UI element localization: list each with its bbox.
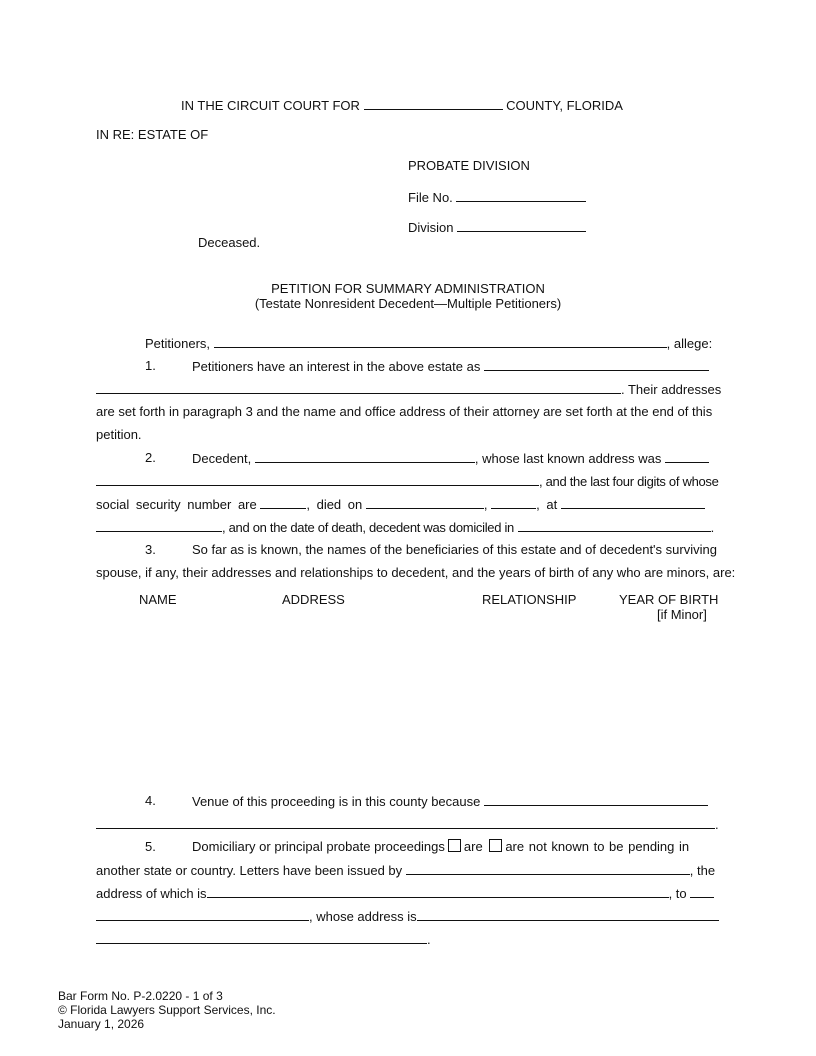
p1-line3: petition.: [96, 427, 142, 442]
header-year-of-birth: YEAR OF BIRTH: [619, 592, 719, 607]
p5-whose: , whose address is: [309, 909, 417, 924]
p1-number: 1.: [145, 358, 156, 373]
p4-text: Venue of this proceeding is in this county because: [192, 794, 481, 809]
p5-the: , the: [689, 863, 716, 878]
whose-address-blank-2: [96, 931, 427, 944]
footer-date: January 1, 2026: [58, 1017, 145, 1031]
allege-text: , allege:: [666, 336, 713, 351]
p5-number: 5.: [145, 839, 156, 854]
are-not-checkbox[interactable]: [489, 839, 502, 852]
division-line: [408, 219, 586, 236]
in-re-label: IN RE: ESTATE OF: [96, 127, 209, 142]
footer-copyright: © Florida Lawyers Support Services, Inc.: [58, 1003, 276, 1017]
p5-line2-text: another state or country. Letters have been issued by: [96, 863, 403, 878]
whose-address-blank: [417, 908, 719, 921]
are-checkbox[interactable]: [448, 839, 461, 852]
p4-line1: [192, 793, 708, 810]
p2-decedent: Decedent,: [192, 451, 252, 466]
p3-number: 3.: [145, 542, 156, 557]
court-prefix: IN THE CIRCUIT COURT FOR: [181, 98, 360, 113]
file-no-label: File No.: [408, 190, 453, 205]
venue-blank: [484, 793, 708, 806]
p1-line2-wrap: [96, 381, 721, 398]
p4-period: .: [715, 817, 719, 832]
p1-cont: . Their addresses: [621, 382, 722, 397]
p1-text: Petitioners have an interest in the above estate as: [192, 359, 481, 374]
p2-domiciled: , and on the date of death, decedent was domiciled in: [222, 520, 514, 535]
footer-form-no: Bar Form No. P-2.0220 - 1 of 3: [58, 989, 223, 1003]
petitioners-label: Petitioners,: [145, 336, 211, 351]
deceased-label: Deceased.: [198, 235, 261, 250]
p5-text: Domiciliary or principal probate proceedings: [192, 839, 445, 854]
p5-line1: [192, 839, 689, 855]
p4-number: 4.: [145, 793, 156, 808]
p3-line2: spouse, if any, their addresses and relationships to decedent, and the years of birth of any who are minors, are:: [96, 565, 736, 580]
p2-number: 2.: [145, 450, 156, 465]
p5-are-not: are not known to be pending in: [505, 839, 690, 854]
p1-interest-blank-2: [96, 381, 621, 394]
p2-died: , died on: [306, 497, 363, 512]
p1-line1: [192, 358, 709, 375]
p2-comma: ,: [483, 497, 488, 512]
p2-line3: [96, 496, 705, 513]
court-header-line: [181, 97, 623, 114]
petitioners-blank: [214, 335, 667, 348]
death-date-blank: [366, 496, 484, 509]
decedent-name-blank: [255, 450, 475, 463]
death-place-blank: [561, 496, 705, 509]
document-subtitle: (Testate Nonresident Decedent—Multiple Petitioners): [254, 296, 562, 311]
p5-line5: [96, 931, 431, 948]
p5-are: are: [463, 839, 483, 854]
issuer-blank: [406, 862, 690, 875]
header-if-minor: [if Minor]: [657, 607, 707, 622]
p2-social: social security number are: [96, 497, 257, 512]
file-no-blank: [456, 189, 586, 202]
p5-line3: [96, 885, 714, 902]
p3-text: So far as is known, the names of the beneficiaries of this estate and of decedent's surviving: [192, 542, 717, 557]
p2-ssn: , and the last four digits of whose: [539, 474, 719, 489]
header-name: NAME: [139, 592, 177, 607]
document-title: PETITION FOR SUMMARY ADMINISTRATION: [271, 281, 545, 296]
issuer-address-blank: [207, 885, 669, 898]
division-label: Division: [408, 220, 454, 235]
domicile-blank: [518, 519, 711, 532]
p1-interest-blank: [484, 358, 709, 371]
ssn-blank: [260, 496, 306, 509]
death-place-blank-2: [96, 519, 222, 532]
court-suffix: COUNTY, FLORIDA: [506, 98, 623, 113]
header-relationship: RELATIONSHIP: [482, 592, 577, 607]
venue-blank-2: [96, 816, 715, 829]
p2-at: , at: [536, 497, 558, 512]
to-blank: [690, 885, 714, 898]
p5-line4: [96, 908, 719, 925]
p2-period: .: [710, 520, 715, 535]
address-blank-1: [665, 450, 709, 463]
p4-line2: [96, 816, 719, 833]
county-blank: [364, 97, 503, 110]
probate-division-label: PROBATE DIVISION: [408, 158, 530, 173]
p2-line4: [96, 519, 714, 536]
to-blank-2: [96, 908, 309, 921]
p2-line2: [96, 473, 719, 490]
header-address: ADDRESS: [282, 592, 345, 607]
p1-line2: are set forth in paragraph 3 and the name and office address of their attorney are set forth at the end of this: [96, 404, 713, 419]
p5-to: , to: [668, 886, 687, 901]
address-blank-2: [96, 473, 539, 486]
p5-period: .: [427, 932, 431, 947]
p5-line2: [96, 862, 715, 879]
file-no-line: [408, 189, 586, 206]
division-blank: [457, 219, 586, 232]
p2-line1: [192, 450, 709, 467]
petitioners-line: [145, 335, 712, 352]
p2-address: , whose last known address was: [474, 451, 662, 466]
p5-address-of: address of which is: [96, 886, 207, 901]
death-year-blank: [491, 496, 536, 509]
